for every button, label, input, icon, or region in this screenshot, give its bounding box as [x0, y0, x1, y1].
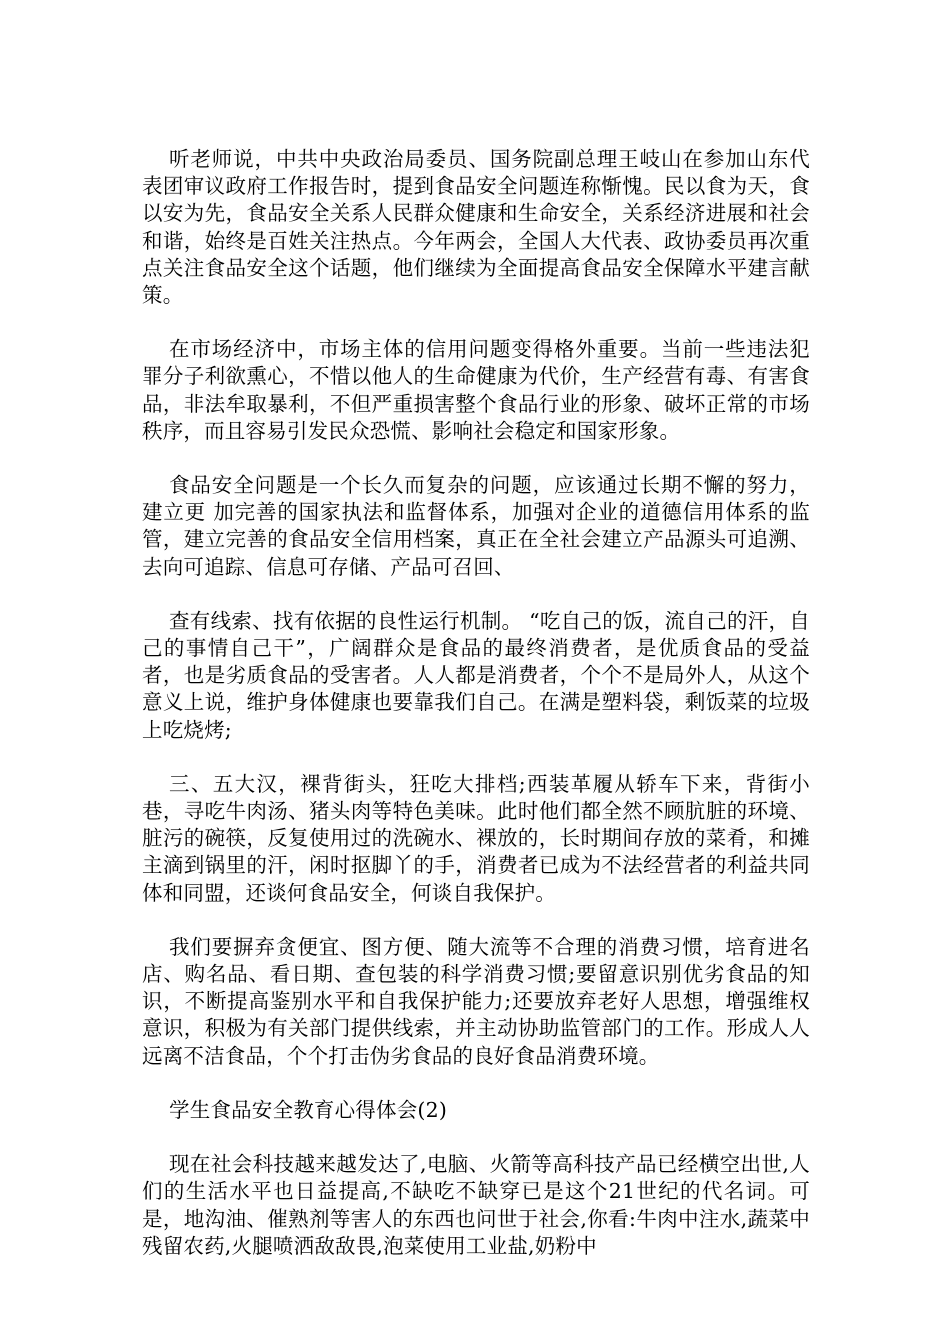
section-heading: 学生食品安全教育心得体会(2) — [169, 1097, 448, 1122]
paragraph-4: 查有线索、找有依据的良性运行机制。 “吃自己的饭，流自己的汗，自己的事情自己干”，广阔群众是食品的最终消费者，是优质食品的受益者，也是劣质食品的受害者。人人都是消费者，个个不是局外人，从这个意义上说，维护身体健康也要靠我们自己。在满是塑料袋，剩饭菜的垃圾上吃烧烤; — [142, 608, 810, 742]
paragraph-2: 在市场经济中，市场主体的信用问题变得格外重要。当前一些违法犯罪分子利欲熏心，不惜以他人的生命健康为代价，生产经营有毒、有害食品，非法牟取暴利，不但严重损害整个食品行业的形象、破坏正常的市场秩序，而且容易引发民众恐慌、影响社会稳定和国家形象。 — [142, 337, 810, 443]
paragraph-7: 现在社会科技越来越发达了,电脑、火箭等高科技产品已经横空出世,人们的生活水平也日益提高,不缺吃不缺穿已是这个21世纪的代名词。可是，地沟油、催熟剂等害人的东西也问世于社会,你看:牛肉中注水,蔬菜中残留农药,火腿喷洒敌敌畏,泡菜使用工业盐,奶粉中 — [142, 1152, 810, 1258]
paragraph-6: 我们要摒弃贪便宜、图方便、随大流等不合理的消费习惯，培育进名店、购名品、看日期、查包装的科学消费习惯;要留意识别优劣食品的知识，不断提高鉴别水平和自我保护能力;还要放弃老好人思想，增强维权意识，积极为有关部门提供线索，并主动协助监管部门的工作。形成人人远离不洁食品，个个打击伪劣食品的良好食品消费环境。 — [142, 934, 810, 1068]
paragraph-1: 听老师说，中共中央政治局委员、国务院副总理王岐山在参加山东代表团审议政府工作报告时，提到食品安全问题连称惭愧。民以食为天，食以安为先，食品安全关系人民群众健康和生命安全，关系经济进展和社会和谐，始终是百姓关注热点。今年两会，全国人大代表、政协委员再次重点关注食品安全这个话题，他们继续为全面提高食品安全保障水平建言献策。 — [142, 147, 810, 308]
document-page — [142, 146, 810, 1287]
paragraph-5: 三、五大汉，裸背街头，狂吃大排档;西装革履从轿车下来，背街小巷，寻吃牛肉汤、猪头肉等特色美味。此时他们都全然不顾肮脏的环境、脏污的碗筷，反复使用过的洗碗水、裸放的，长时期间存放的菜肴，和摊主滴到锅里的汗，闲时抠脚丫的手，消费者已成为不法经营者的利益共同体和同盟，还谈何食品安全，何谈自我保护。 — [142, 771, 810, 905]
paragraph-3: 食品安全问题是一个长久而复杂的问题，应该通过长期不懈的努力，建立更 加完善的国家执法和监督体系，加强对企业的道德信用体系的监管，建立完善的食品安全信用档案，真正在全社会建立产品源头可追溯、去向可追踪、信息可存储、产品可召回、 — [142, 473, 810, 579]
